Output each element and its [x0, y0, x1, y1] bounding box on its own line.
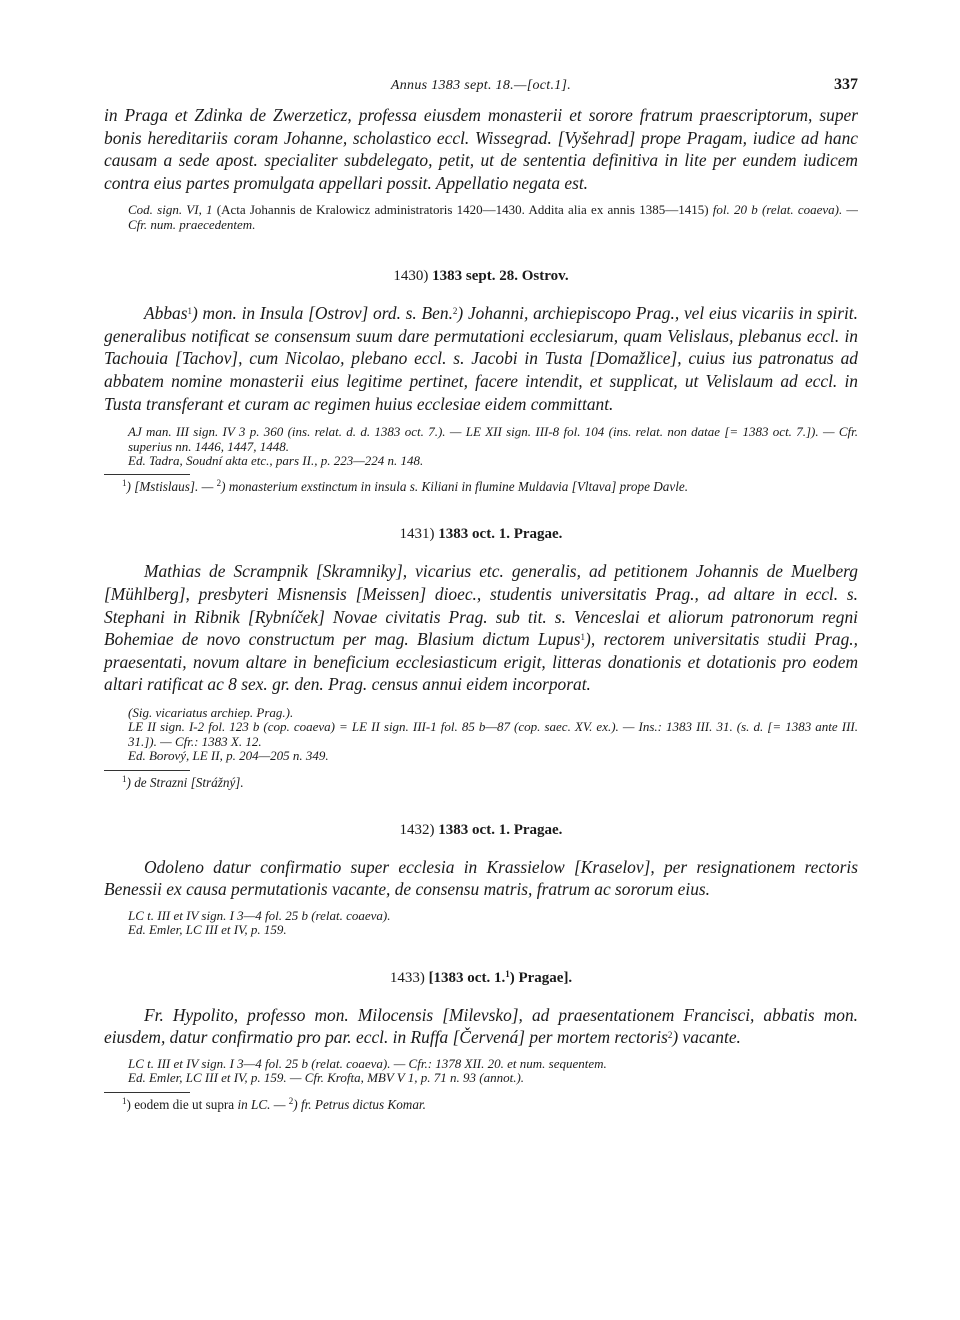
- entry-date: [1383 oct. 1.$^1$) Pragae].: [428, 968, 573, 986]
- entry-sources-1433: [104, 1057, 858, 1086]
- source-line: Ed. Tadra, Soudní akta etc., pars II., p. 223—224 n. 148.: [128, 452, 424, 468]
- source-line: Ed. Emler, LC III et IV, p. 159.: [128, 922, 287, 938]
- entry-heading-1433: [104, 970, 858, 987]
- source-folio: fol. 20 b (relat. coaeva). — Cfr. num. praecedentem.: [128, 202, 858, 232]
- document-page: [104, 78, 858, 1112]
- intro-paragraph: in Praga et Zdinka de Zwerzeticz, professa eiusdem monasterii et sorore fratrum praescriptorum, super bonis hereditariis coram Johanne, scholastico eccl. Wissegrad. [Vyšehrad] prope Pragam, iudice ad hanc causam a sede apost. specialiter subdelegato, petit, ut de sententia definitiva in lite per eundem iudicem contra eius partes promulgata appellari possit. Appellatio negata est.: [104, 105, 858, 193]
- entry-text-1431: Mathias de Scrampnik [Skramniky], vicarius etc. generalis, ad petitionem Johannis de Muelberg [Mühlberg], presbyteri Misnensis [Meissen] dioec., studentis universitatis Prag., ad altare in eccl. s. Stephani in Ribnik [Rybníček] Novae civitatis Prag. sub tit. s. Venceslai et aliorum patronorum regni Bohemiae de novo constructum per mag. Blasium dictum Lupus$^1$), rectorem universitatis studii Prag., praesentati, novum altare in beneficium ecclesiasticum erigit, litteras donationis et dotationis pro eodem altari ratificat ac 8 sex. gr. den. Prag. census annui eidem incorporat.: [104, 561, 858, 695]
- footnote-mark: 2: [452, 306, 458, 317]
- source-line: Ed. Emler, LC III et IV, p. 159. — Cfr. Krofta, MBV V 1, p. 71 n. 93 (annot.).: [128, 1070, 525, 1086]
- footnotes-1433: $^1$) eodem die ut supra in LC. — $^2$) fr. Petrus dictus Komar.: [122, 1095, 426, 1112]
- footnote-rule: [104, 770, 190, 771]
- page-number: 337: [834, 76, 858, 93]
- entry-text-1433: Fr. Hypolito, professo mon. Milocensis [Milevsko], ad praesentationem Francisci, abbatis mon. eiusdem, datur confirmatio pro par. eccl. in Ruffa [Červená] per mortem rectoris$^2$) vacante.: [104, 1004, 858, 1048]
- source-description: (Acta Johannis de Kralowicz administratoris 1420—1430. Addita alia ex annis 1385—1415): [212, 202, 713, 218]
- page-header: [104, 78, 858, 104]
- source-line: Ed. Borový, LE II, p. 204—205 n. 349.: [128, 748, 329, 764]
- footnote-rule: [104, 474, 190, 475]
- running-title: Annus 1383 sept. 18.—[oct.1].: [390, 78, 572, 93]
- entry-heading-1430: [104, 268, 858, 285]
- source-line: LC t. III et IV sign. I 3—4 fol. 25 b (relat. coaeva).: [128, 907, 391, 923]
- footnotes-1431: $^1$) de Strazni [Strážný].: [122, 773, 244, 790]
- footnote-rule: [104, 1092, 190, 1093]
- entry-text-1432: Odoleno datur confirmatio super ecclesia in Krassielow [Kraselov], per resignationem rectoris Benessii ex causa permutationis vacante, de consensu matris, fratrum ac sororum eius.: [104, 856, 858, 900]
- entry-sources-1431: [104, 706, 858, 764]
- source-line: (Sig. vicariatus archiep. Prag.).: [128, 704, 294, 720]
- source-line: AJ man. III sign. IV 3 p. 360 (ins. relat. d. d. 1383 oct. 7.). — LE XII sign. III-8 fol. 104 (ins. relat. non datae [= 1383 oct. 7.]). — Cfr. superius nn. 1446, 1447, 1448.: [128, 424, 858, 454]
- source-line: LC t. III et IV sign. I 3—4 fol. 25 b (relat. coaeva). — Cfr.: 1378 XII. 20. et num. sequentem.: [128, 1055, 607, 1071]
- entry-date: 1383 oct. 1. Pragae.: [438, 821, 563, 838]
- footnote-mark: 2: [667, 1030, 673, 1041]
- entry-heading-1432: [104, 822, 858, 839]
- intro-sources: [104, 203, 858, 232]
- footnote-mark: 1: [187, 306, 192, 317]
- source-signature: Cod. sign. VI, 1: [128, 202, 213, 218]
- entry-number: 1431): [399, 526, 435, 543]
- entry-date: 1383 oct. 1. Pragae.: [438, 526, 563, 543]
- entry-heading-1431: [104, 526, 858, 543]
- entry-text-1430: Abbas$^1$) mon. in Insula [Ostrov] ord. s. Ben.$^2$) Johanni, archiepiscopo Prag., vel eius vicariis in spirit. generalibus notificat se consensum suum dare permutationi ecclesiarum, quam Velislaus, plebanus eccl. in Tachouia [Tachov], cum Nicolao, plebano eccl. s. Jacobi in Tusta [Domažlice], cuius ius patronatus ad abbatem nomine monasterii eius legitime pertinet, facere intendit, et supplicat, ut Velislaum ad eccl. in Tusta transferant et curam ac regimen huius ecclesiae eidem committant.: [104, 303, 858, 414]
- footnote-mark: 1: [580, 632, 586, 643]
- entry-sources-1432: [104, 909, 858, 938]
- entry-number: 1433): [389, 969, 425, 986]
- source-line: LE II sign. I-2 fol. 123 b (cop. coaeva) = LE II sign. III-1 fol. 85 b—87 (cop. saec. XV. ex.). — Ins.: 1383 III. 31. (s. d. [= 1383 ante III. 31.]). — Cfr.: 1383 X. 12.: [128, 719, 858, 749]
- entry-sources-1430: [104, 425, 858, 468]
- footnotes-1430: $^1$) [Mstislaus]. — $^2$) monasterium exstinctum in insula s. Kiliani in flumine Muldavia [Vltava] prope Davle.: [122, 478, 689, 495]
- entry-date: 1383 sept. 28. Ostrov.: [432, 268, 569, 285]
- entry-number: 1432): [399, 821, 435, 838]
- entry-number: 1430): [393, 268, 429, 285]
